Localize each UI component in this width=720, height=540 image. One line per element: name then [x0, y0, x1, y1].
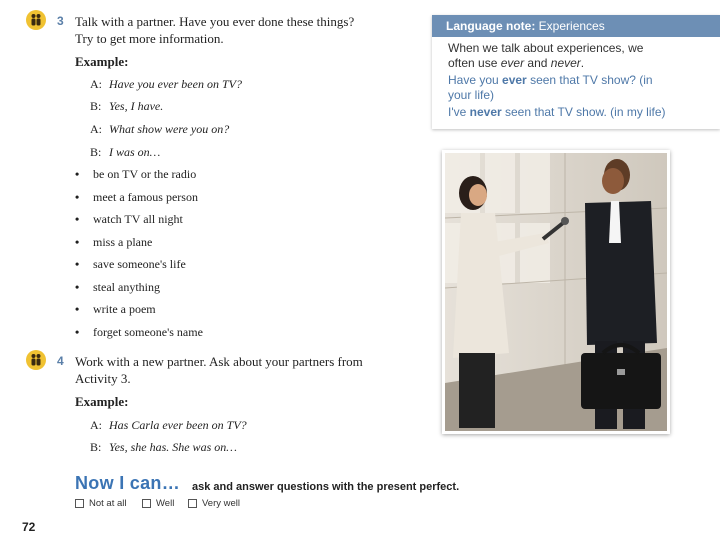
- utterance: I was on…: [109, 145, 161, 159]
- list-item: [75, 189, 198, 205]
- bullet-mark: •: [75, 302, 80, 316]
- list-item: [75, 301, 156, 317]
- activity-prompt: [75, 353, 363, 387]
- note-text: and: [524, 56, 551, 70]
- list-item-text: miss a plane: [93, 235, 153, 249]
- utterance: Has Carla ever been on TV?: [109, 418, 247, 432]
- utterance: Have you ever been on TV?: [109, 77, 242, 91]
- dialog-line: [90, 98, 163, 114]
- list-item: [75, 279, 160, 295]
- bullet-mark: •: [75, 212, 80, 226]
- list-item: [75, 324, 203, 340]
- prompt-line: Try to get more information.: [75, 31, 224, 46]
- utterance: Yes, I have.: [109, 99, 164, 113]
- checkbox[interactable]: [75, 499, 84, 508]
- list-item-text: be on TV or the radio: [93, 167, 197, 181]
- note-keyword: never: [550, 56, 581, 70]
- dialog-line: [90, 121, 229, 137]
- speaker: A:: [90, 418, 102, 432]
- bullet-mark: •: [75, 190, 80, 204]
- now-i-can-title: Now I can…: [75, 473, 181, 493]
- pair-work-icon: [26, 10, 46, 30]
- prompt-line: Activity 3.: [75, 371, 131, 386]
- dialog-line: [90, 76, 242, 92]
- prompt-line: Talk with a partner. Have you ever done these things?: [75, 14, 355, 29]
- note-intro-line: When we talk about experiences, we: [448, 41, 644, 55]
- note-keyword: never: [469, 105, 502, 119]
- rating-label: Very well: [202, 498, 241, 509]
- language-note-box: [432, 15, 720, 129]
- note-text: often use: [448, 56, 501, 70]
- bullet-mark: •: [75, 167, 80, 181]
- activity-number: 4: [57, 354, 64, 368]
- list-item: [75, 166, 196, 182]
- bullet-mark: •: [75, 235, 80, 249]
- list-item: [75, 234, 152, 250]
- bullet-mark: •: [75, 257, 80, 271]
- list-item-text: forget someone's name: [93, 325, 203, 339]
- page-number: 72: [22, 520, 36, 534]
- speaker: B:: [90, 99, 102, 113]
- note-intro-line: [448, 56, 706, 71]
- speaker: B:: [90, 145, 102, 159]
- rating-option-well[interactable]: [142, 498, 174, 509]
- example-label: Example:: [75, 394, 129, 409]
- list-item-text: watch TV all night: [93, 212, 183, 226]
- rating-label: Not at all: [89, 498, 127, 509]
- example-label: Example:: [75, 54, 129, 69]
- bullet-mark: •: [75, 280, 80, 294]
- list-item: [75, 256, 186, 272]
- list-item-text: meet a famous person: [93, 190, 198, 204]
- note-title-rest: Experiences: [535, 19, 605, 33]
- rating-option-very-well[interactable]: [188, 498, 240, 509]
- note-text: seen that TV show. (in my life): [501, 105, 666, 119]
- list-item-text: steal anything: [93, 280, 160, 294]
- prompt-line: Work with a new partner. Ask about your partners from: [75, 354, 363, 369]
- list-item-text: write a poem: [93, 302, 156, 316]
- speaker: A:: [90, 122, 102, 136]
- interview-illustration: [445, 153, 667, 431]
- note-example: your life): [448, 88, 495, 102]
- language-note-header: [432, 15, 720, 37]
- note-example: [448, 73, 706, 88]
- rating-option-not-at-all[interactable]: [75, 498, 127, 509]
- note-title-bold: Language note:: [446, 19, 536, 33]
- bullet-mark: •: [75, 325, 80, 339]
- interview-photo: [442, 150, 670, 434]
- list-item: [75, 211, 183, 227]
- list-item-text: save someone's life: [93, 257, 186, 271]
- note-keyword: ever: [502, 73, 527, 87]
- activity-prompt: [75, 13, 354, 47]
- checkbox[interactable]: [188, 499, 197, 508]
- speaker: A:: [90, 77, 102, 91]
- pair-work-icon: [26, 350, 46, 370]
- utterance: Yes, she has. She was on…: [109, 440, 237, 454]
- language-note-body: [432, 37, 720, 120]
- people-icon: [29, 13, 43, 27]
- note-text: seen that TV show? (in: [526, 73, 653, 87]
- dialog-line: [90, 417, 247, 433]
- note-text: Have you: [448, 73, 503, 87]
- dialog-line: [90, 144, 160, 160]
- note-text: I've: [448, 105, 470, 119]
- note-example: [448, 105, 706, 120]
- people-icon: [29, 353, 43, 367]
- rating-label: Well: [156, 498, 175, 509]
- now-i-can-description: ask and answer questions with the present perfect.: [192, 481, 460, 493]
- note-keyword: ever: [500, 56, 525, 70]
- utterance: What show were you on?: [109, 122, 230, 136]
- note-text: .: [580, 56, 585, 70]
- activity-number: 3: [57, 14, 64, 28]
- checkbox[interactable]: [142, 499, 151, 508]
- speaker: B:: [90, 440, 102, 454]
- dialog-line: [90, 439, 237, 455]
